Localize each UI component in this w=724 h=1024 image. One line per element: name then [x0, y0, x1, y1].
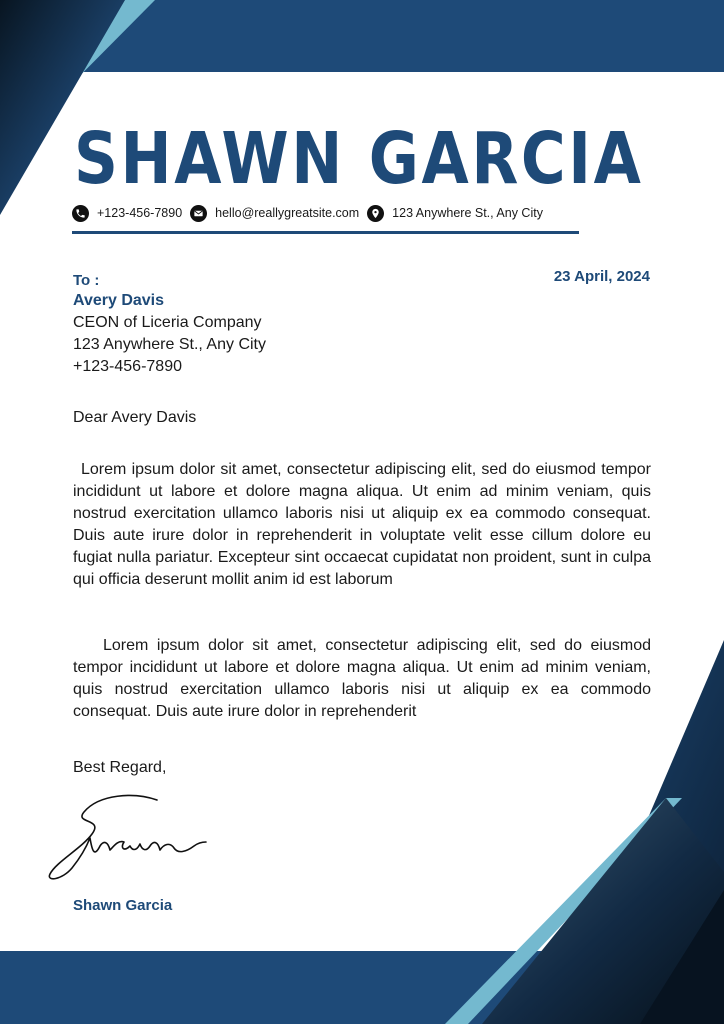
greeting: Dear Avery Davis	[73, 409, 197, 426]
phone-icon	[72, 205, 89, 222]
contact-email-text: hello@reallygreatsite.com	[215, 206, 360, 220]
contact-address	[367, 205, 543, 222]
body-paragraph-1: Lorem ipsum dolor sit amet, consectetur adipiscing elit, sed do eiusmod tempor incididunt ut labore et dolore magna aliqua. Ut enim ad minim veniam, quis nostrud exercitation ullamco laboris nisi ut aliquip ex ea commodo consequat. Duis aute irure dolor in reprehenderit in voluptate velit esse cillum dolore eu fugiat nulla pariatur. Excepteur sint occaecat cupidatat non proident, sunt in culpa qui officia deserunt mollit anim id est laborum	[73, 461, 651, 588]
recipient-address: 123 Anywhere St., Any City	[73, 336, 266, 353]
contact-email	[190, 205, 359, 222]
location-icon	[367, 205, 384, 222]
signer-name: Shawn Garcia	[73, 897, 173, 914]
recipient-name: Avery Davis	[73, 292, 165, 309]
contact-address-text: 123 Anywhere St., Any City	[392, 206, 543, 220]
contact-phone	[72, 205, 182, 222]
recipient-title: CEON of Liceria Company	[73, 314, 262, 331]
signature	[44, 790, 214, 885]
closing: Best Regard,	[73, 759, 167, 776]
letter-date: 23 April, 2024	[553, 268, 650, 285]
recipient-phone: +123-456-7890	[73, 358, 182, 375]
mail-icon	[190, 205, 207, 222]
header-divider	[72, 231, 579, 234]
recipient-block	[73, 290, 266, 378]
to-label: To :	[73, 272, 100, 289]
contact-phone-text: +123-456-7890	[97, 206, 183, 220]
body-paragraph-2: Lorem ipsum dolor sit amet, consectetur adipiscing elit, sed do eiusmod tempor incididunt ut labore et dolore magna aliqua. Ut enim ad minim veniam, quis nostrud exercitation ullamco laboris nisi ut aliquip ex ea commodo consequat. Duis aute irure dolor in reprehenderit	[73, 637, 651, 720]
contact-bar	[72, 203, 551, 223]
sender-name: SHAWN GARCIA	[74, 117, 644, 200]
